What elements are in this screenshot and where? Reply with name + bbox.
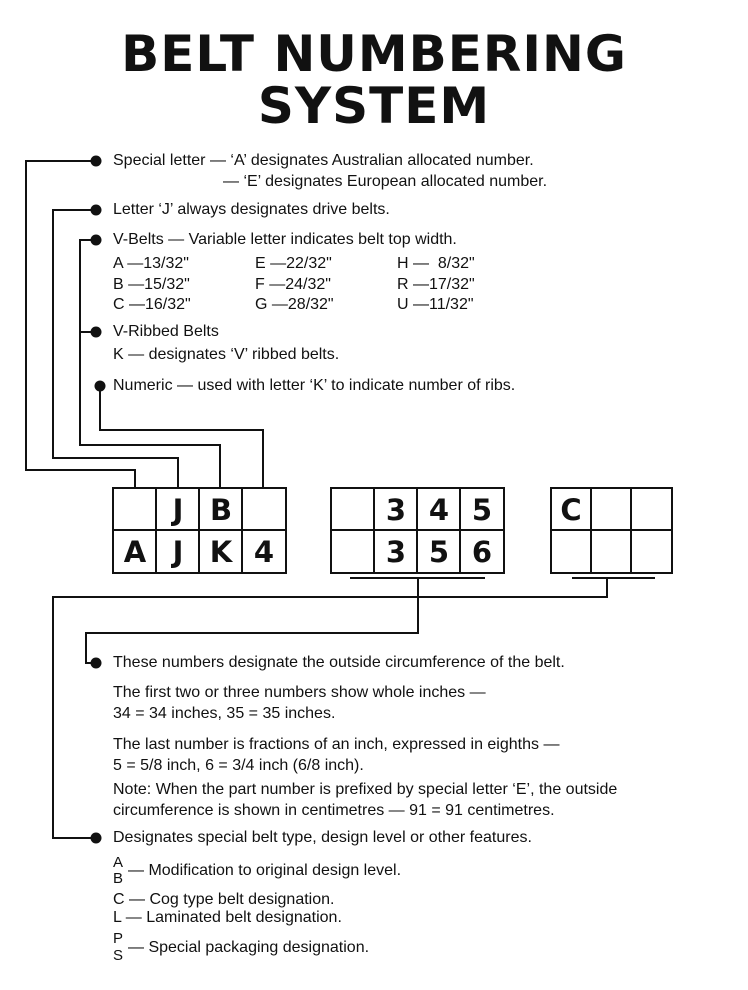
vbelt-width-b: B —15/32" [113,276,190,293]
vbelt-width-g: G —28/32" [255,296,334,313]
box-cell [591,530,631,573]
modification-text: — Modification to original design level. [128,862,402,879]
vbelt-width-r: R —17/32" [397,276,475,293]
vbelts-text: V-Belts — Variable letter indicates belt top width. [113,231,457,248]
whole-inches-line-1: The first two or three numbers show whole inches — [113,684,486,701]
numeric-text: Numeric — used with letter ‘K’ to indicate number of ribs. [113,377,516,394]
laminated-text: L — Laminated belt designation. [113,909,342,926]
special-type-text: Designates special belt type, design level or other features. [113,829,532,846]
box-cell [331,488,375,531]
box-cell [591,488,631,531]
note-line-2: circumference is shown in centimetres — 91 = 91 centimetres. [113,802,555,819]
box-cell [242,488,286,531]
bullet-icon [91,833,102,844]
box-cell: 4 [253,534,275,569]
special-letter-line-1: Special letter — ‘A’ designates Australian allocated number. [113,152,534,169]
box-cell [631,488,671,531]
mod-letter-a: A [113,854,124,871]
bullet-icon [95,381,106,392]
title-line-2: SYSTEM [257,77,491,135]
bullet-icon [91,658,102,669]
connector-numeric [100,386,263,488]
bullet-icon [91,205,102,216]
box-cell: K [209,534,233,569]
bullet-icon [91,327,102,338]
connector-group2 [86,578,418,663]
vbelt-width-e: E —22/32" [255,255,332,272]
bullet-icon [91,235,102,246]
circumference-text: These numbers designate the outside circumference of the belt. [113,654,565,671]
cog-text: C — Cog type belt designation. [113,891,335,908]
mod-letter-b: B [113,870,124,887]
box-cell: 6 [471,534,493,569]
box-cell: 4 [428,492,450,527]
special-letter-line-2: — ‘E’ designates European allocated number. [223,173,548,190]
vbelt-width-f: F —24/32" [255,276,331,293]
box-cell [631,530,671,573]
box-cell [331,530,375,573]
pack-letter-p: P [113,930,124,947]
box-cell: 3 [385,492,407,527]
box-cell: A [123,534,147,569]
box-cell [113,488,157,531]
pack-letter-s: S [113,947,124,964]
bullet-icon [91,156,102,167]
fraction-line-1: The last number is fractions of an inch, expressed in eighths — [113,736,560,753]
box-cell: 5 [428,534,450,569]
fraction-line-2: 5 = 5/8 inch, 6 = 3/4 inch (6/8 inch). [113,757,364,774]
box-cell: J [172,534,184,569]
box-cell: J [172,492,184,527]
vbelt-width-a: A —13/32" [113,255,189,272]
vbelt-width-h: H — 8/32" [397,255,475,272]
vbelt-width-c: C —16/32" [113,296,191,313]
box-cell [551,530,591,573]
box-cell: C [560,492,582,527]
note-line-1: Note: When the part number is prefixed by special letter ‘E’, the outside [113,781,618,798]
box-cell: B [209,492,233,527]
vbelt-width-u: U —11/32" [397,296,474,313]
vribbed-title: V-Ribbed Belts [113,323,219,340]
letter-j-text: Letter ‘J’ always designates drive belts. [113,201,390,218]
title-line-1: BELT NUMBERING [121,25,627,83]
box-cell: 5 [471,492,493,527]
whole-inches-line-2: 34 = 34 inches, 35 = 35 inches. [113,705,336,722]
packaging-text: — Special packaging designation. [128,939,370,956]
vribbed-desc: K — designates ‘V’ ribbed belts. [113,346,340,363]
box-cell: 3 [385,534,407,569]
